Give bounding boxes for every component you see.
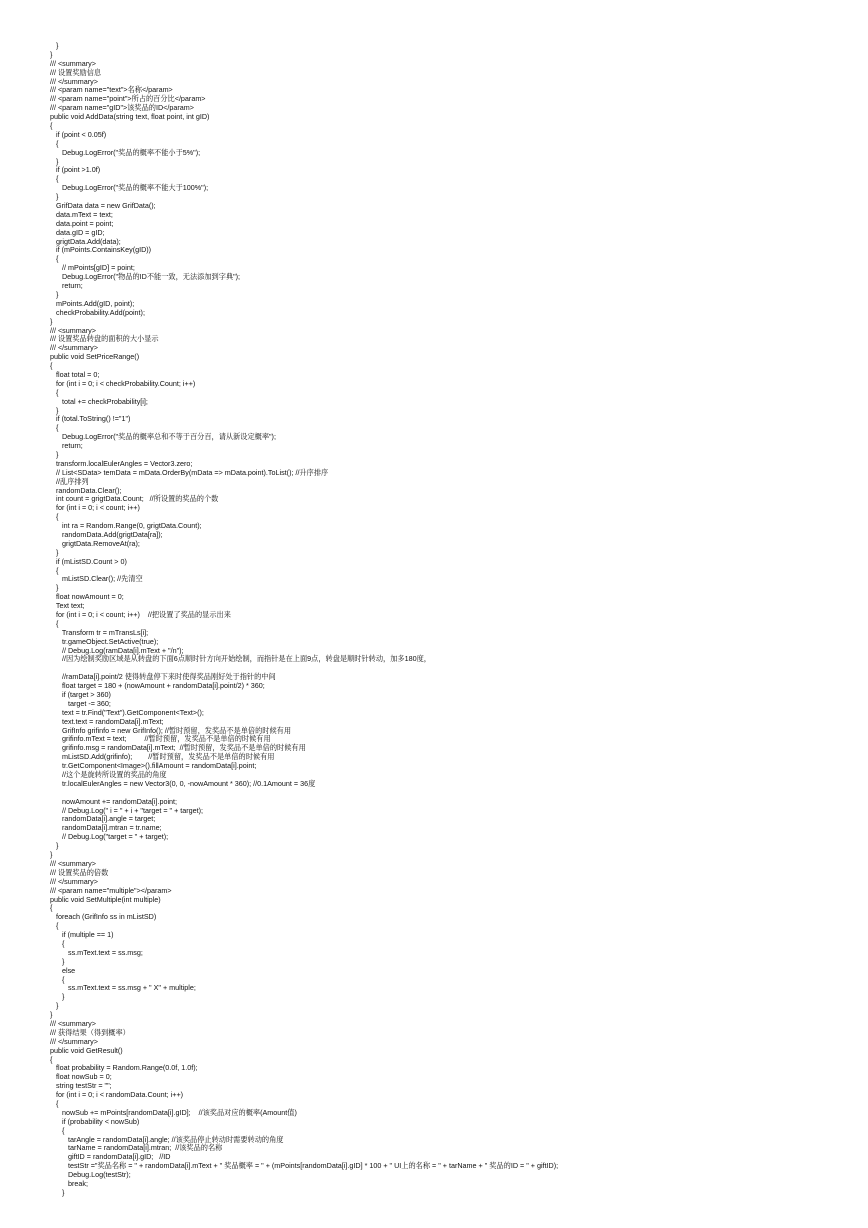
code-line: float target = 180 + (nowAmount + randomData[i].point/2) * 360; [50,681,265,691]
code-line: for (int i = 0; i < count; i++) //把设置了奖品的显示出来 [50,610,231,619]
code-line: } [50,1187,65,1197]
code-line: /// <param name="gID">该奖品的ID</param> [50,103,194,113]
code-line: } [50,956,65,966]
code-line: } [50,583,59,593]
code-line: checkProbability.Add(point); [50,307,145,317]
code-line: Debug.LogError("物品的ID不能一致，无法添加到字典"); [50,272,241,282]
code-line: foreach (GrifInfo ss in mListSD) [50,912,157,922]
code-line: tarName = randomData[i].mtran; //该奖品的名称 [50,1143,223,1153]
code-line: Debug.LogError("奖品的概率不能小于5%"); [50,147,201,157]
code-line: } [50,1001,59,1011]
code-line: /// <param name="text">名称</param> [50,85,173,95]
code-line: text.text = randomData[i].mText; [50,716,164,726]
code-line: public void SetMultiple(int multiple) [50,894,161,904]
code-line: if (point < 0.05f) [50,129,107,139]
code-line: } [50,49,53,59]
code-line: } [50,156,59,166]
code-line: if (total.ToString() !="1") [50,414,131,424]
code-line: } [50,41,59,50]
code-line: } [50,289,59,299]
code-line: /// </summary> [50,876,98,886]
code-line: Debug.Log(testStr); [50,1170,131,1180]
code-line: tr.localEulerAngles = new Vector3(0, 0, -nowAmount * 360); //0.1Amount = 36度 [50,778,316,788]
code-line: grifinfo.mText = text; //暂时预留，发奖品不是单倍的时候有用 [50,734,271,744]
code-line: { [50,121,53,131]
code-line: grigtData.Add(data); [50,236,121,246]
code-line: if (probability < nowSub) [50,1116,140,1126]
code-line: Transform tr = mTransLs[i]; [50,627,149,637]
code-line: nowAmount += randomData[i].point; [50,796,178,806]
code-line: } [50,192,59,202]
code-line: nowSub += mPoints[randomData[i].gID]; //该奖品对应的概率(Amount值) [50,1107,297,1117]
code-line: target -= 360; [50,698,111,708]
code-line: { [50,921,59,931]
code-line: tr.GetComponent<Image>().fillAmount = randomData[i].point; [50,761,257,771]
code-line: if (mPoints.ContainsKey(gID)) [50,245,152,255]
code-line: { [50,138,59,148]
code-line: /// <param name="point">所占的百分比</param> [50,94,206,104]
code-line: Debug.LogError("奖品的概率不能大于100%"); [50,183,209,193]
code-line: { [50,903,53,913]
code-line: } [50,405,59,415]
code-line: int count = grigtData.Count; //所设置的奖品的个数 [50,494,219,504]
code-line: int ra = Random.Range(0, grigtData.Count); [50,521,202,531]
code-line: /// <summary> [50,858,96,868]
code-line: { [50,1125,65,1135]
code-line: float probability = Random.Range(0.0f, 1.0f); [50,1063,198,1073]
code-line: /// 设置奖品的倍数 [50,867,109,877]
code-line: if (multiple == 1) [50,930,114,940]
code-line: //因为绘制奖励区域是从转盘的下面6点顺时针方向开始绘制，而指针是在上面9点，转盘是顺时针转动，加多180度， [50,654,431,664]
code-line: ss.mText.text = ss.msg; [50,947,143,957]
code-line: // mPoints[gID] = point; [50,263,135,273]
code-line: { [50,361,53,371]
code-line: for (int i = 0; i < count; i++) [50,503,140,513]
code-line: tr.gameObject.SetActive(true); [50,636,159,646]
code-line: /// <summary> [50,58,96,68]
code-line: /// <summary> [50,325,96,335]
code-line: float nowAmount = 0; [50,592,124,602]
code-line: /// </summary> [50,1036,98,1046]
code-line: randomData[i].angle = target; [50,814,156,824]
code-line: if (point >1.0f) [50,165,101,175]
code-line: transform.localEulerAngles = Vector3.zero; [50,458,193,468]
code-line: mPoints.Add(gID, point); [50,298,135,308]
code-line: /// 设置奖励信息 [50,67,102,77]
code-line: /// <summary> [50,1018,96,1028]
code-line: //ramData[i].point/2 使得转盘停下来时使得奖品刚好处于指针的中间 [50,672,276,682]
code-line: } [50,1010,53,1020]
code-line: testStr ="奖品名称 = " + randomData[i].mText + " 奖品概率 = " + (mPoints[randomData[i].gID] * 100 + " UI上的名称 = " + tarName + " 奖品的ID = " + giftID); [50,1161,559,1171]
code-line: mListSD.Add(grifinfo); //暂时预留，发奖品不是单倍的时候有用 [50,752,275,762]
code-line: // Debug.Log(ramData[i].mText + "/n"); [50,645,184,655]
code-line: if (target > 360) [50,690,111,700]
code-line: break; [50,1179,88,1188]
code-line: public void GetResult() [50,1045,123,1055]
code-line: /// </summary> [50,343,98,353]
code-line: } [50,992,65,1002]
code-listing [50,42,850,1198]
code-line: } [50,449,59,459]
code-line: Debug.LogError("奖品的概率总和不等于百分百，请从新设定概率"); [50,432,276,442]
code-line: float nowSub = 0; [50,1072,112,1082]
code-line: /// <param name="multiple"></param> [50,885,172,895]
code-line: randomData.Add(grigtData[ra]); [50,529,163,539]
code-line: //这个是旋转所设置的奖品的角度 [50,770,167,780]
code-line: { [50,565,59,575]
code-line: { [50,254,59,264]
code-line: /// 设置奖品转盘的面积的大小显示 [50,334,159,344]
code-line: grigtData.RemoveAt(ra); [50,538,140,548]
code-line: /// </summary> [50,76,98,86]
code-line: if (mListSD.Count > 0) [50,556,127,566]
code-line: public void SetPriceRange() [50,352,140,362]
code-line: GrifData data = new GrifData(); [50,201,156,211]
code-line: randomData[i].mtran = tr.name; [50,823,162,833]
code-line: { [50,174,59,184]
code-line: text = tr.Find("Text").GetComponent<Text>(); [50,707,204,717]
code-line: { [50,1098,59,1108]
code-line: { [50,387,59,397]
code-line: { [50,423,59,433]
code-line: Text text; [50,601,85,611]
code-line: { [50,512,59,522]
code-line: //乱序排列 [50,476,89,486]
code-line: string testStr = ""; [50,1081,112,1091]
code-line: { [50,1054,53,1064]
code-line: giftID = randomData[i].gID; //ID [50,1152,171,1162]
code-line: tarAngle = randomData[i].angle; //该奖品停止转动时需要转动的角度 [50,1134,284,1144]
code-line: } [50,850,53,860]
code-line: for (int i = 0; i < randomData.Count; i++) [50,1090,184,1100]
code-line: } [50,316,53,326]
code-line: else [50,965,76,975]
code-line: return; [50,441,83,451]
code-line: data.point = point; [50,218,114,228]
code-line: public void AddData(string text, float point, int gID) [50,112,210,122]
code-line: { [50,618,59,628]
code-line: { [50,974,65,984]
code-line: data.mText = text; [50,209,113,219]
code-line: return; [50,281,83,291]
code-line: float total = 0; [50,369,100,379]
code-line: total += checkProbability[i]; [50,396,148,406]
code-line: /// 获得结果（得到概率） [50,1027,130,1037]
code-line: for (int i = 0; i < checkProbability.Count; i++) [50,378,196,388]
code-line: data.gID = gID; [50,227,105,237]
code-line: mListSD.Clear(); //先清空 [50,574,143,584]
code-line: randomData.Clear(); [50,485,122,495]
code-line: } [50,547,59,557]
code-line: GrifInfo grifinfo = new GrifInfo(); //暂时预留，发奖品不是单倍的时候有用 [50,725,292,735]
code-line: // Debug.Log(" i = " + i + "target = " + target); [50,805,204,815]
code-line: // List<SData> temData = mData.OrderBy(mData => mData.point).ToList(); //升序排序 [50,467,329,477]
code-line: } [50,841,59,851]
code-line: { [50,938,65,948]
code-line: grifinfo.msg = randomData[i].mText; //暂时预留，发奖品不是单倍的时候有用 [50,743,306,753]
code-line: ss.mText.text = ss.msg + " X" + multiple; [50,983,196,993]
code-line: // Debug.Log("target = " + target); [50,832,169,842]
